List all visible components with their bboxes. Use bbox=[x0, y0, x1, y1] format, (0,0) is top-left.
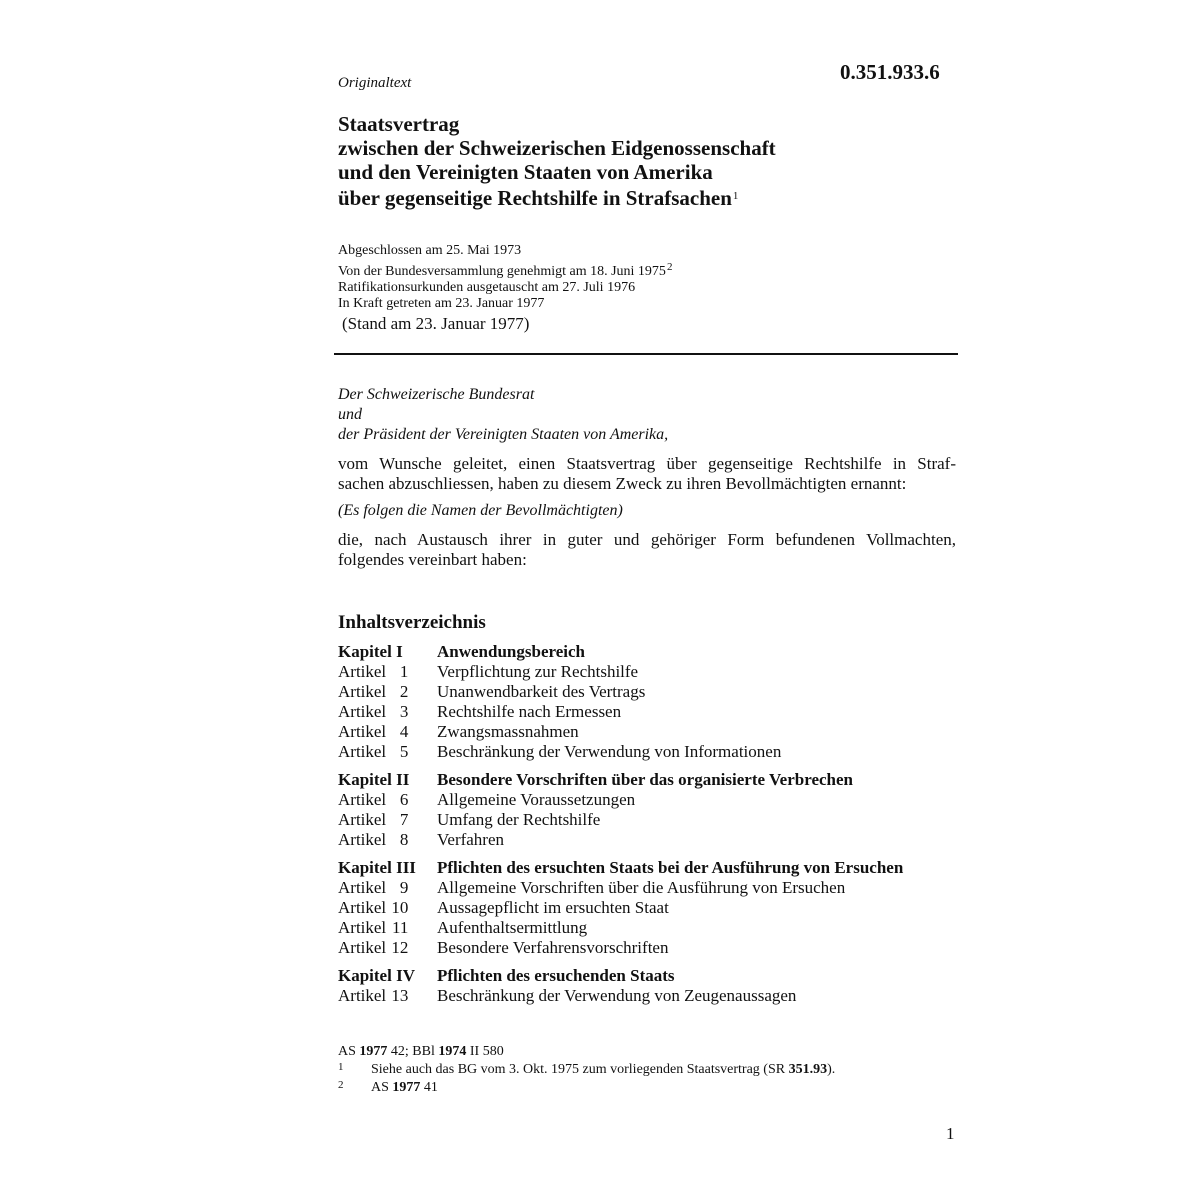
source-as: AS bbox=[338, 1044, 356, 1059]
title-line: Staatsvertrag bbox=[338, 112, 460, 136]
page-number: 1 bbox=[946, 1124, 955, 1143]
article-label bbox=[338, 662, 437, 682]
article-word: Artikel bbox=[338, 918, 387, 937]
toc-chapter-row[interactable] bbox=[338, 966, 958, 986]
article-word: Artikel bbox=[338, 742, 387, 761]
article-word: Artikel bbox=[338, 898, 387, 917]
toc-article-row[interactable] bbox=[338, 918, 958, 938]
chapter-label: Kapitel III bbox=[338, 858, 416, 877]
date-ratification: Ratifikationsurkunden ausgetauscht am 27. Juli 1976 bbox=[338, 280, 636, 295]
preamble-parties bbox=[338, 385, 668, 445]
article-label bbox=[338, 722, 437, 742]
article-word: Artikel bbox=[338, 810, 387, 829]
article-title: Rechtshilfe nach Ermessen bbox=[437, 702, 622, 721]
article-number: 10 bbox=[391, 898, 409, 917]
chapter-title: Pflichten des ersuchten Staats bei der Ausführung von Ersuchen bbox=[437, 858, 904, 877]
article-label bbox=[338, 986, 437, 1006]
toc-chapter bbox=[338, 770, 958, 850]
source-as-page: 42; BBl bbox=[390, 1044, 435, 1059]
document-title bbox=[338, 112, 776, 210]
footnote-number: 2 bbox=[338, 1079, 344, 1091]
toc-article-row[interactable] bbox=[338, 682, 958, 702]
toc-article-row[interactable] bbox=[338, 790, 958, 810]
toc-article-row[interactable] bbox=[338, 986, 958, 1006]
original-text-label: Originaltext bbox=[338, 75, 412, 91]
party-line: Der Schweizerische Bundesrat bbox=[338, 386, 535, 403]
article-label bbox=[338, 918, 437, 938]
treaty-dates bbox=[338, 243, 672, 312]
chapter-label: Kapitel I bbox=[338, 642, 403, 661]
chapter-title: Pflichten des ersuchenden Staats bbox=[437, 966, 675, 985]
date-in-force: In Kraft getreten am 23. Januar 1977 bbox=[338, 296, 545, 311]
source-as-year: 1977 bbox=[359, 1044, 388, 1059]
title-line bbox=[338, 184, 776, 210]
article-number: 5 bbox=[399, 742, 409, 761]
article-word: Artikel bbox=[338, 722, 387, 741]
footnote-year: 1977 bbox=[392, 1080, 421, 1095]
title-line-text: über gegenseitige Rechtshilfe in Strafsachen bbox=[338, 186, 732, 210]
footnote-2 bbox=[338, 1079, 835, 1097]
article-number: 7 bbox=[399, 810, 409, 829]
article-title: Allgemeine Voraussetzungen bbox=[437, 790, 636, 809]
sr-link[interactable]: 351.93 bbox=[788, 1062, 828, 1077]
article-number: 1 bbox=[399, 662, 409, 681]
toc-article-row[interactable] bbox=[338, 722, 958, 742]
toc-heading: Inhaltsverzeichnis bbox=[338, 612, 486, 633]
paragraph-line: die, nach Austausch ihrer in guter und gehöriger Form befundenen Vollmachten, bbox=[338, 530, 956, 549]
article-title: Zwangsmassnahmen bbox=[437, 722, 579, 741]
article-title: Umfang der Rechtshilfe bbox=[437, 810, 601, 829]
article-word: Artikel bbox=[338, 878, 387, 897]
footnote-reference[interactable]: 1 bbox=[732, 190, 739, 202]
article-title: Verfahren bbox=[437, 830, 505, 849]
article-number: 13 bbox=[391, 986, 409, 1005]
article-label bbox=[338, 790, 437, 810]
article-word: Artikel bbox=[338, 986, 387, 1005]
source-reference bbox=[338, 1043, 835, 1061]
footnote-end: ). bbox=[827, 1062, 836, 1077]
article-label bbox=[338, 938, 437, 958]
article-title: Verpflichtung zur Rechtshilfe bbox=[437, 662, 639, 681]
source-bbl-page: II 580 bbox=[469, 1044, 504, 1059]
article-number: 4 bbox=[399, 722, 409, 741]
footnote-1 bbox=[338, 1061, 835, 1079]
date-approved-text: Von der Bundesversammlung genehmigt am 18. Juni 1975 bbox=[338, 264, 666, 279]
source-bbl-year: 1974 bbox=[438, 1044, 467, 1059]
plenipotentiaries-note: (Es folgen die Namen der Bevollmächtigten) bbox=[338, 502, 623, 519]
article-number: 3 bbox=[399, 702, 409, 721]
footnote-as: AS bbox=[371, 1080, 389, 1095]
toc-chapter-row[interactable] bbox=[338, 770, 958, 790]
toc-article-row[interactable] bbox=[338, 938, 958, 958]
article-number: 8 bbox=[399, 830, 409, 849]
toc-chapter bbox=[338, 966, 958, 1006]
toc-chapter bbox=[338, 858, 958, 958]
preamble-paragraph-2 bbox=[338, 530, 956, 570]
article-label bbox=[338, 810, 437, 830]
article-label bbox=[338, 898, 437, 918]
toc-article-row[interactable] bbox=[338, 662, 958, 682]
date-approved bbox=[338, 259, 672, 280]
article-title: Allgemeine Vorschriften über die Ausführung von Ersuchen bbox=[437, 878, 846, 897]
article-word: Artikel bbox=[338, 682, 387, 701]
toc-article-row[interactable] bbox=[338, 702, 958, 722]
footnote-text: Siehe auch das BG vom 3. Okt. 1975 zum vorliegenden Staatsvertrag (SR bbox=[371, 1062, 786, 1077]
footnotes bbox=[338, 1043, 835, 1097]
chapter-title: Anwendungsbereich bbox=[437, 642, 585, 661]
article-number: 11 bbox=[392, 918, 409, 937]
paragraph-line: vom Wunsche geleitet, einen Staatsvertrag über gegenseitige Rechtshilfe in Straf- bbox=[338, 454, 956, 473]
paragraph-line: sachen abzuschliessen, haben zu diesem Zweck zu ihren Bevollmächtigten ernannt: bbox=[338, 474, 907, 493]
toc-chapter-row[interactable] bbox=[338, 642, 958, 662]
article-title: Unanwendbarkeit des Vertrags bbox=[437, 682, 646, 701]
chapter-label: Kapitel IV bbox=[338, 966, 415, 985]
preamble-paragraph-1 bbox=[338, 454, 956, 494]
article-label bbox=[338, 830, 437, 850]
article-word: Artikel bbox=[338, 702, 387, 721]
party-line: der Präsident der Vereinigten Staaten von Amerika, bbox=[338, 426, 669, 443]
toc-article-row[interactable] bbox=[338, 742, 958, 762]
date-concluded: Abgeschlossen am 25. Mai 1973 bbox=[338, 243, 522, 258]
party-line: und bbox=[338, 406, 362, 423]
paragraph-line: folgendes vereinbart haben: bbox=[338, 550, 527, 569]
article-word: Artikel bbox=[338, 790, 387, 809]
article-title: Aussagepflicht im ersuchten Staat bbox=[437, 898, 669, 917]
title-line: zwischen der Schweizerischen Eidgenossenschaft bbox=[338, 136, 776, 160]
title-line: und den Vereinigten Staaten von Amerika bbox=[338, 160, 713, 184]
article-title: Aufenthaltsermittlung bbox=[437, 918, 588, 937]
article-word: Artikel bbox=[338, 938, 387, 957]
toc-article-row[interactable] bbox=[338, 810, 958, 830]
article-title: Besondere Verfahrensvorschriften bbox=[437, 938, 669, 957]
footnote-page: 41 bbox=[423, 1080, 438, 1095]
article-number: 6 bbox=[399, 790, 409, 809]
article-title: Beschränkung der Verwendung von Zeugenaussagen bbox=[437, 986, 797, 1005]
article-label bbox=[338, 702, 437, 722]
status-date: (Stand am 23. Januar 1977) bbox=[342, 314, 530, 333]
toc-chapter-row[interactable] bbox=[338, 858, 958, 878]
article-number: 12 bbox=[391, 938, 409, 957]
toc-article-row[interactable] bbox=[338, 830, 958, 850]
article-label bbox=[338, 742, 437, 762]
footnote-number: 1 bbox=[338, 1061, 344, 1073]
toc-article-row[interactable] bbox=[338, 898, 958, 918]
table-of-contents bbox=[338, 642, 958, 1006]
article-number: 9 bbox=[399, 878, 409, 897]
article-word: Artikel bbox=[338, 662, 387, 681]
chapter-title: Besondere Vorschriften über das organisierte Verbrechen bbox=[437, 770, 854, 789]
article-title: Beschränkung der Verwendung von Informationen bbox=[437, 742, 782, 761]
article-word: Artikel bbox=[338, 830, 387, 849]
toc-chapter bbox=[338, 642, 958, 762]
sr-number: 0.351.933.6 bbox=[840, 60, 940, 84]
footnote-reference[interactable]: 2 bbox=[666, 261, 673, 273]
header-divider bbox=[334, 353, 958, 355]
article-number: 2 bbox=[399, 682, 409, 701]
article-label bbox=[338, 682, 437, 702]
article-label bbox=[338, 878, 437, 898]
chapter-label: Kapitel II bbox=[338, 770, 410, 789]
toc-article-row[interactable] bbox=[338, 878, 958, 898]
